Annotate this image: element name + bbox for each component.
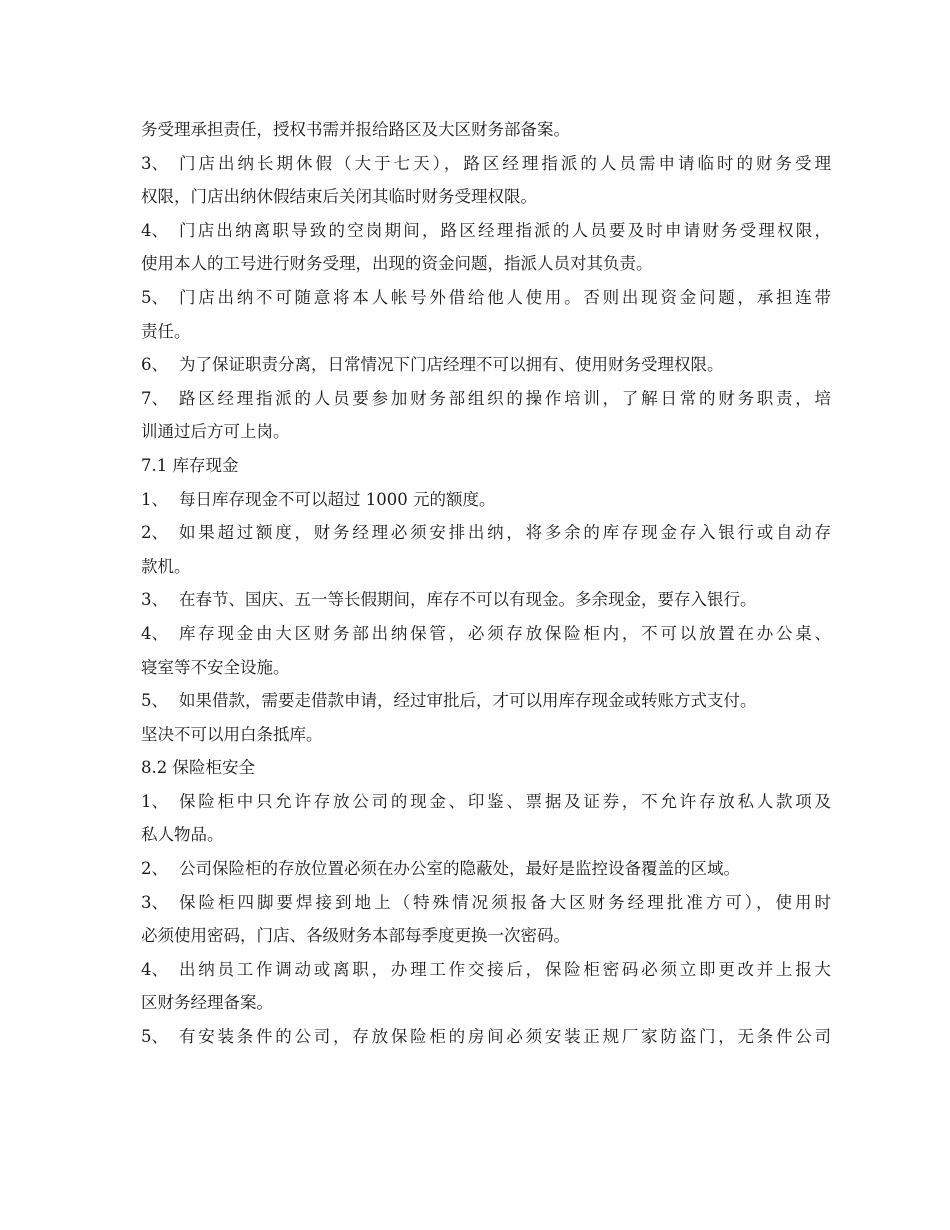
item-number: 5、 <box>141 287 168 307</box>
section-heading <box>141 751 831 785</box>
line-text: 训通过后方可上岗。 <box>141 422 290 442</box>
list-item <box>141 617 831 651</box>
paragraph-line <box>141 415 831 449</box>
item-text: 如果借款，需要走借款申请，经过审批后，才可以用库存现金或转账方式支付。 <box>179 691 757 711</box>
list-item <box>141 852 831 886</box>
paragraph-line <box>141 919 831 953</box>
item-number: 3、 <box>141 153 168 173</box>
item-number: 2、 <box>141 523 168 543</box>
paragraph-line <box>141 651 831 685</box>
item-text: 门店出纳不可随意将本人帐号外借给他人使用。否则出现资金问题，承担连带 <box>179 287 831 307</box>
line-text: 寝室等不安全设施。 <box>141 657 290 677</box>
list-item <box>141 516 831 550</box>
item-number: 4、 <box>141 623 168 643</box>
item-text: 门店出纳离职导致的空岗期间，路区经理指派的人员要及时申请财务受理权限， <box>179 220 831 240</box>
section-heading <box>141 449 831 483</box>
list-item <box>141 281 831 315</box>
list-item <box>141 147 831 181</box>
paragraph-line <box>141 180 831 214</box>
line-text: 必须使用密码，门店、各级财务本部每季度更换一次密码。 <box>141 926 570 946</box>
item-number: 3、 <box>141 892 168 912</box>
item-text: 门店出纳长期休假（大于七天），路区经理指派的人员需申请临时的财务受理 <box>179 153 831 173</box>
section-heading-text: 7.1 库存现金 <box>141 455 239 475</box>
line-text: 私人物品。 <box>141 825 224 845</box>
line-text: 区财务经理备案。 <box>141 993 273 1013</box>
item-text: 有安装条件的公司，存放保险柜的房间必须安装正规厂家防盗门，无条件公司 <box>179 1027 831 1047</box>
line-text: 使用本人的工号进行财务受理，出现的资金问题，指派人员对其负责。 <box>141 254 653 274</box>
line-text: 款机。 <box>141 556 191 576</box>
item-number: 4、 <box>141 220 168 240</box>
document-body <box>141 113 831 1054</box>
item-text: 库存现金由大区财务部出纳保管，必须存放保险柜内，不可以放置在办公桌、 <box>179 623 831 643</box>
paragraph-line <box>141 550 831 584</box>
item-text: 在春节、国庆、五一等长假期间，库存不可以有现金。多余现金，要存入银行。 <box>179 590 757 610</box>
item-text: 如果超过额度，财务经理必须安排出纳，将多余的库存现金存入银行或自动存 <box>179 523 831 543</box>
line-text: 务受理承担责任，授权书需并报给路区及大区财务部备案。 <box>141 120 570 139</box>
item-text: 保险柜中只允许存放公司的现金、印鉴、票据及证券，不允许存放私人款项及 <box>179 791 831 811</box>
list-item <box>141 214 831 248</box>
list-item <box>141 785 831 819</box>
list-item <box>141 583 831 617</box>
paragraph-line <box>141 818 831 852</box>
line-text: 责任。 <box>141 321 191 341</box>
list-item <box>141 483 831 517</box>
item-number: 6、 <box>141 355 168 375</box>
paragraph-line <box>141 315 831 349</box>
paragraph-line <box>141 247 831 281</box>
item-number: 7、 <box>141 388 168 408</box>
item-number: 5、 <box>141 1027 168 1047</box>
line-text: 坚决不可以用白条抵库。 <box>141 724 323 744</box>
paragraph-line <box>141 718 831 752</box>
list-item <box>141 953 831 987</box>
item-text: 每日库存现金不可以超过 1000 元的额度。 <box>179 489 496 509</box>
item-number: 1、 <box>141 489 168 509</box>
item-number: 3、 <box>141 590 168 610</box>
item-number: 1、 <box>141 791 168 811</box>
list-item <box>141 382 831 416</box>
item-number: 4、 <box>141 959 168 979</box>
list-item <box>141 886 831 920</box>
list-item <box>141 1020 831 1054</box>
item-number: 5、 <box>141 691 168 711</box>
item-number: 2、 <box>141 859 168 879</box>
item-text: 保险柜四脚要焊接到地上（特殊情况须报备大区财务经理批准方可），使用时 <box>179 892 831 912</box>
list-item <box>141 684 831 718</box>
section-heading-text: 8.2 保险柜安全 <box>141 758 255 778</box>
item-text: 路区经理指派的人员要参加财务部组织的操作培训，了解日常的财务职责，培 <box>179 388 831 408</box>
item-text: 出纳员工作调动或离职，办理工作交接后，保险柜密码必须立即更改并上报大 <box>179 959 831 979</box>
item-text: 公司保险柜的存放位置必须在办公室的隐蔽处，最好是监控设备覆盖的区域。 <box>179 859 740 879</box>
item-text: 为了保证职责分离，日常情况下门店经理不可以拥有、使用财务受理权限。 <box>179 355 724 375</box>
line-text: 权限，门店出纳休假结束后关闭其临时财务受理权限。 <box>141 187 537 207</box>
paragraph-line <box>141 986 831 1020</box>
list-item <box>141 348 831 382</box>
paragraph-line <box>141 113 831 147</box>
